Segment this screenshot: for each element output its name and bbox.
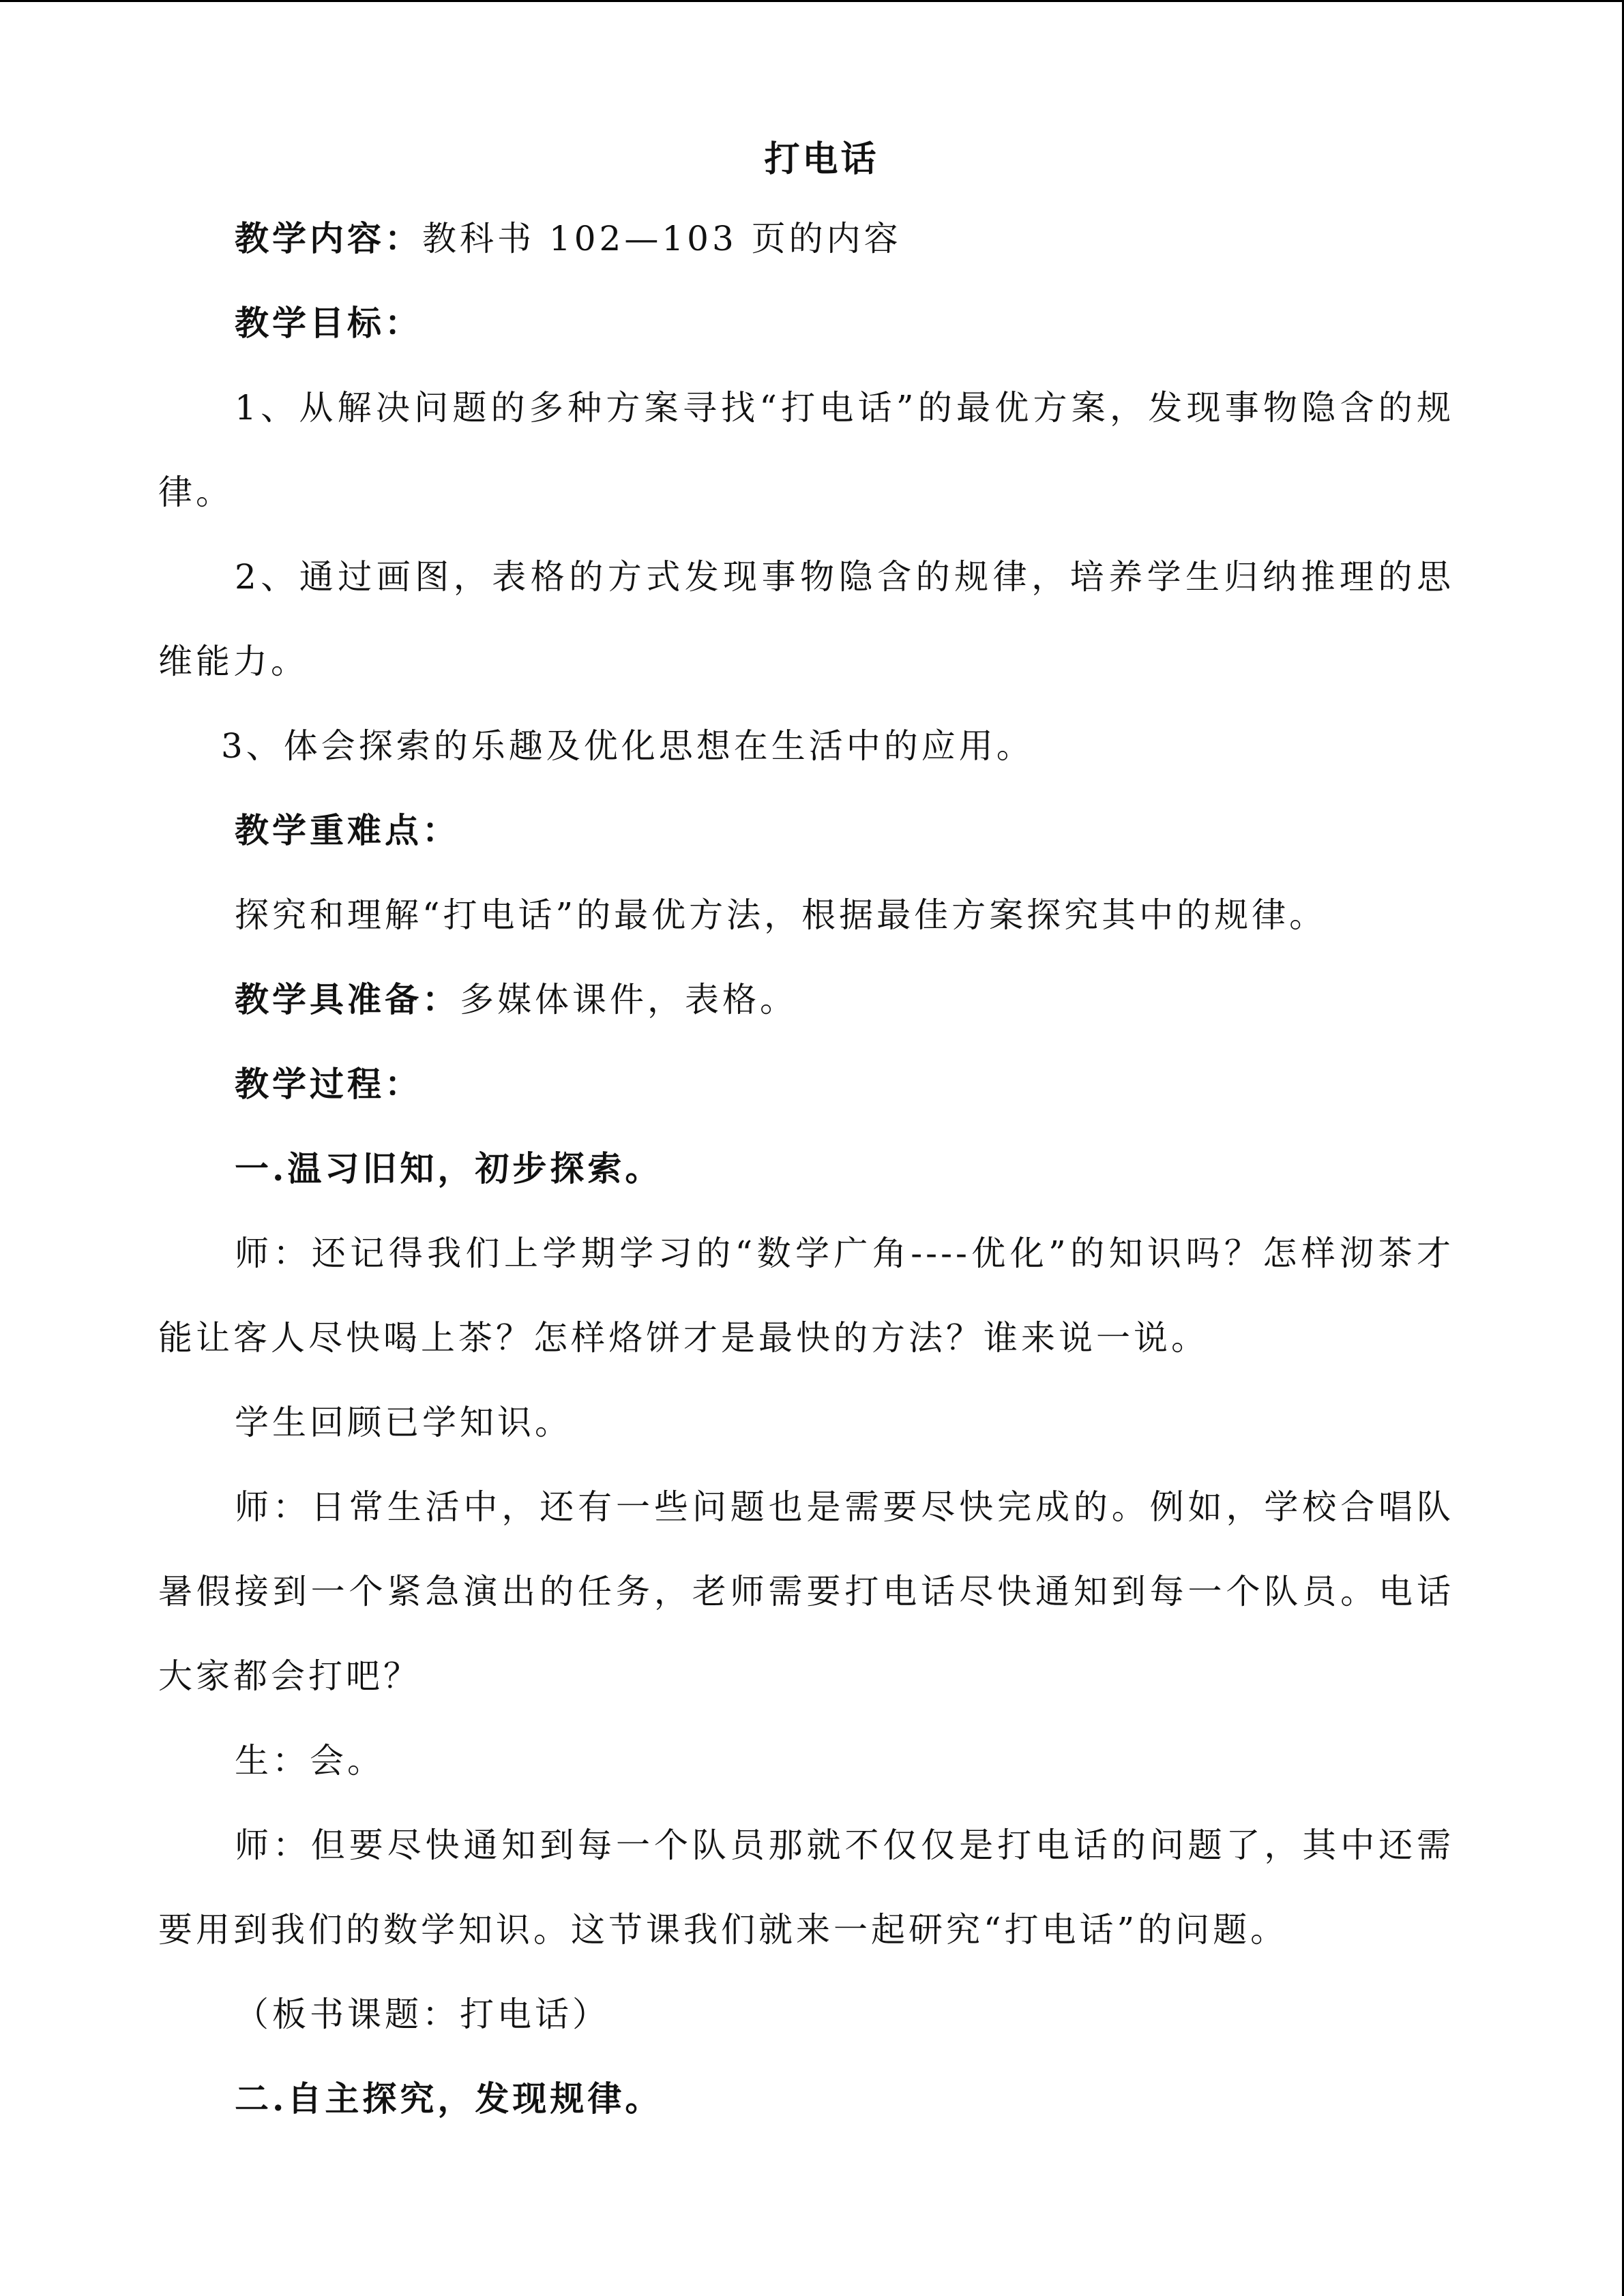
goal-3: 3、体会探索的乐趣及优化思想在生活中的应用。 <box>221 726 1034 766</box>
paragraph-teacher-intro: 师：但要尽快通知到每一个队员那就不仅仅是打电话的问题了，其中还需要用到我们的数学知识。这节课我们就来一起研究“打电话”的问题。 <box>158 1825 1454 1950</box>
teaching-prep-text: 多媒体课件，表格。 <box>460 980 797 1019</box>
teaching-prep-line <box>158 957 1454 1042</box>
section-2-heading: 二.自主探究，发现规律。 <box>235 2078 663 2119</box>
paragraph-student-review: 学生回顾已学知识。 <box>235 1403 572 1442</box>
paragraph-teacher-review: 师：还记得我们上学期学习的“数学广角----优化”的知识吗？怎样沏茶才能让客人尽快喝上茶？怎样烙饼才是最快的方法？谁来说一说。 <box>158 1234 1454 1358</box>
teaching-prep-label: 教学具准备： <box>235 979 460 1019</box>
key-points-text: 探究和理解“打电话”的最优方法，根据最佳方案探究其中的规律。 <box>235 895 1327 935</box>
key-points-heading: 教学重难点： <box>235 810 460 850</box>
section-1-heading: 一.温习旧知，初步探索。 <box>235 1148 663 1189</box>
document-body <box>158 123 1454 2141</box>
teaching-content-text: 教科书 102—103 页的内容 <box>422 219 902 258</box>
document-title: 打电话 <box>764 138 879 180</box>
goal-2: 2、通过画图，表格的方式发现事物隐含的规律，培养学生归纳推理的思维能力。 <box>158 557 1454 681</box>
teaching-content-line <box>158 196 1454 281</box>
board-title-note: （板书课题：打电话） <box>235 1995 610 2034</box>
teaching-goals-heading: 教学目标： <box>235 303 422 343</box>
goal-1: 1、从解决问题的多种方案寻找“打电话”的最优方案，发现事物隐含的规律。 <box>158 388 1454 512</box>
teaching-process-heading: 教学过程： <box>235 1064 422 1104</box>
paragraph-teacher-scenario: 师：日常生活中，还有一些问题也是需要尽快完成的。例如，学校合唱队暑假接到一个紧急演出的任务，老师需要打电话尽快通知到每一个队员。电话大家都会打吧？ <box>158 1487 1454 1696</box>
teaching-content-label: 教学内容： <box>235 218 422 258</box>
page-border-top <box>0 0 1624 2</box>
paragraph-student-answer: 生：会。 <box>235 1741 385 1780</box>
